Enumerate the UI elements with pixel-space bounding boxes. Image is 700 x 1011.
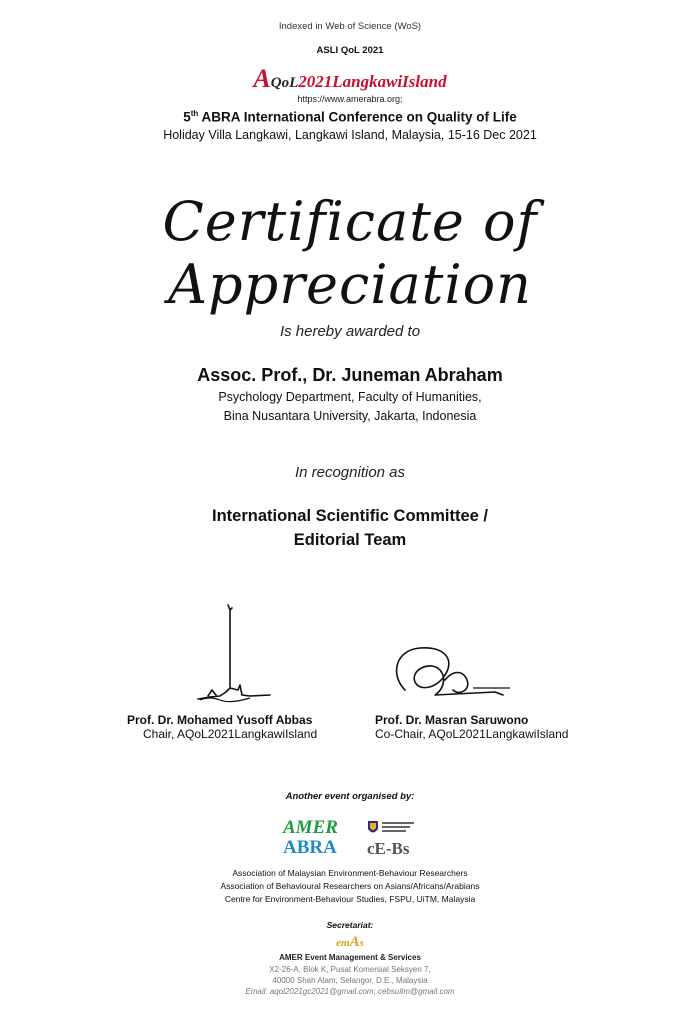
emas-logo (0, 934, 700, 951)
brand-a: A (253, 64, 271, 93)
certificate-title: Certificate of Appreciation (162, 190, 538, 316)
conference-venue: Holiday Villa Langkawi, Langkawi Island, Malaysia, 15-16 Dec 2021 (163, 128, 537, 142)
conf-title: ABRA International Conference on Quality of Life (198, 109, 517, 125)
recipient-department: Psychology Department, Faculty of Humanities, (218, 390, 482, 404)
association-line-1: Association of Malaysian Environment-Behaviour Researchers (232, 868, 468, 878)
emas-em: em (336, 937, 350, 949)
address-line-1: X2-26-A, Blok K, Pusat Komersial Seksyen 7, (269, 965, 431, 974)
co-chair-signature (385, 640, 515, 705)
association-line-3: Centre for Environment-Behaviour Studies, FSPU, UiTM, Malaysia (224, 894, 476, 904)
recipient-name: Assoc. Prof., Dr. Juneman Abraham (197, 365, 503, 385)
amer-logo: AMER (283, 817, 338, 838)
conference-brand (0, 64, 700, 94)
chair-name: Prof. Dr. Mohamed Yusoff Abbas (127, 713, 313, 727)
brand-year: 2021 (298, 72, 333, 91)
service-name: AMER Event Management & Services (279, 953, 421, 962)
conf-ordinal: th (190, 109, 199, 118)
asli-label: ASLI QoL 2021 (316, 45, 384, 56)
awarded-to-label: Is hereby awarded to (279, 323, 421, 340)
emas-a: A (349, 934, 360, 950)
co-chair-signer (375, 713, 568, 741)
secretariat-label: Secretariat: (326, 920, 374, 930)
co-chair-title: Co-Chair, AQoL2021LangkawiIsland (375, 727, 569, 741)
co-chair-name: Prof. Dr. Masran Saruwono (375, 713, 529, 727)
conf-number: 5 (183, 109, 191, 125)
chair-title: Chair, AQoL2021LangkawiIsland (143, 727, 318, 741)
chair-signature (190, 600, 280, 710)
another-event-label: Another event organised by: (285, 791, 415, 802)
brand-qol: QoL (270, 75, 299, 91)
recognition-label: In recognition as (294, 464, 406, 481)
conference-url: https://www.amerabra.org; (297, 94, 403, 104)
address-line-2: 40000 Shah Alam, Selangor, D.E., Malaysia (272, 976, 428, 985)
indexed-note: Indexed in Web of Science (WoS) (278, 21, 422, 32)
cebs-logo: cE-Bs (367, 839, 410, 858)
brand-island: LangkawiIsland (332, 72, 447, 91)
role-line-1: International Scientific Committee / (212, 507, 488, 525)
association-line-2: Association of Behavioural Researchers on Asians/Africans/Arabians (220, 881, 480, 891)
role-line-2: Editorial Team (293, 531, 407, 549)
recipient-university: Bina Nusantara University, Jakarta, Indonesia (223, 409, 477, 423)
abra-logo: ABRA (283, 837, 337, 858)
organiser-logos (283, 817, 423, 862)
contact-email: Email: aqol2021gc2021@gmail.com; cebsuitm@gmail.com (245, 987, 455, 996)
conference-name (0, 109, 700, 125)
emas-s: s (359, 937, 364, 949)
uitm-crest-icon (365, 819, 417, 837)
chair-signer (127, 713, 317, 741)
